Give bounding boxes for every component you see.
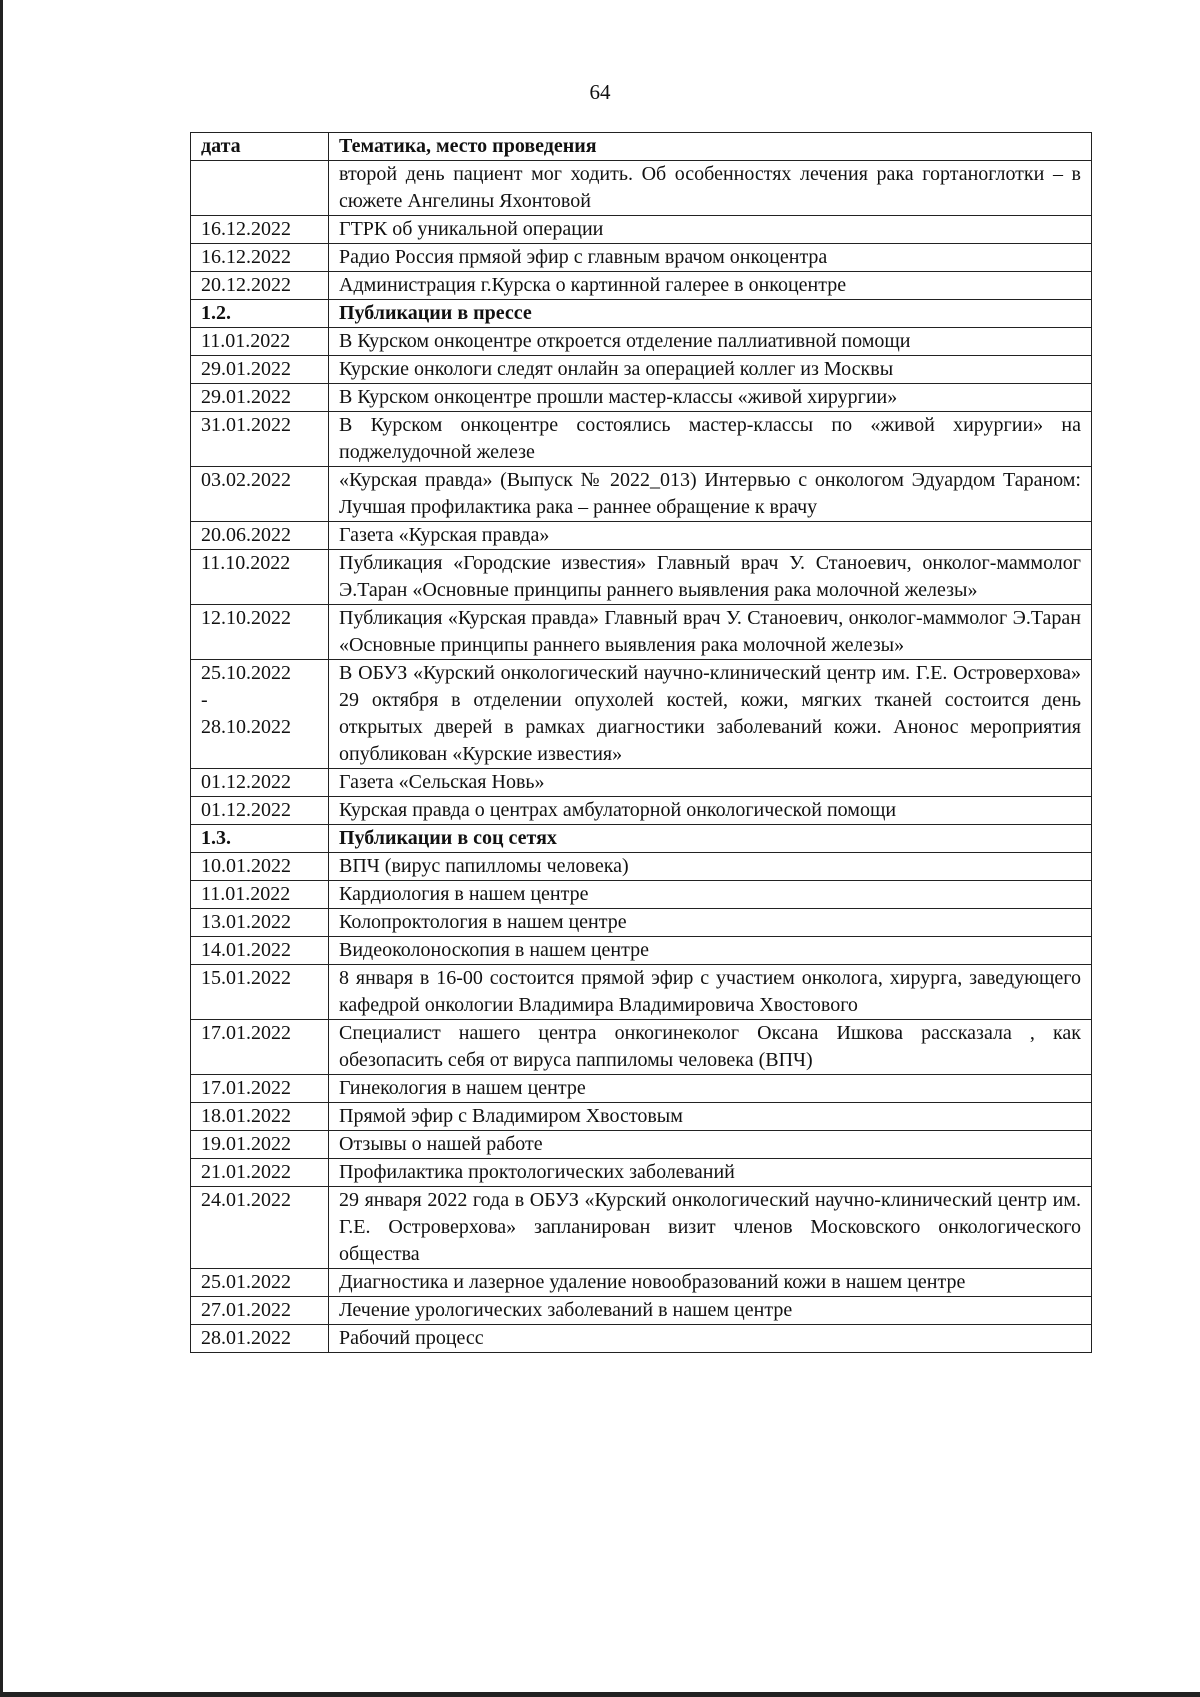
row-date: [191, 909, 329, 937]
table-row: [191, 660, 1092, 769]
row-date: [191, 1020, 329, 1075]
date-value: 21.01.2022: [201, 1161, 291, 1183]
table-row: [191, 1020, 1092, 1075]
page-number: 64: [589, 80, 611, 104]
section-row: [191, 825, 1092, 853]
table-row: [191, 769, 1092, 797]
date-value: 24.01.2022: [201, 1189, 291, 1211]
date-value: 15.01.2022: [201, 967, 291, 989]
table-row: [191, 1103, 1092, 1131]
date-value: 01.12.2022: [201, 799, 291, 821]
row-date: [191, 1131, 329, 1159]
row-date: [191, 1159, 329, 1187]
row-topic: Диагностика и лазерное удаление новообразований кожи в нашем центре: [329, 1269, 1092, 1297]
row-date: [191, 550, 329, 605]
section-title: Публикации в соц сетях: [329, 825, 1092, 853]
row-date: [191, 1269, 329, 1297]
header-date: дата: [191, 133, 329, 161]
row-topic: Кардиология в нашем центре: [329, 881, 1092, 909]
events-table-body: [191, 133, 1092, 1353]
row-date: [191, 769, 329, 797]
row-date: [191, 244, 329, 272]
row-date: [191, 216, 329, 244]
table-row: [191, 1325, 1092, 1353]
date-value: 25.10.2022: [201, 662, 291, 684]
row-topic: В Курском онкоцентре прошли мастер-классы «живой хирургии»: [329, 384, 1092, 412]
row-date: [191, 328, 329, 356]
scan-edge-left: [0, 0, 3, 1697]
row-date: [191, 937, 329, 965]
table-row: [191, 522, 1092, 550]
table-header-row: [191, 133, 1092, 161]
table-row: [191, 881, 1092, 909]
date-value: 13.01.2022: [201, 911, 291, 933]
events-table: [190, 132, 1092, 1353]
row-date: [191, 1187, 329, 1269]
date-value: 03.02.2022: [201, 469, 291, 491]
table-row: [191, 328, 1092, 356]
row-topic: Администрация г.Курска о картинной галерее в онкоцентре: [329, 272, 1092, 300]
section-row: [191, 300, 1092, 328]
date-value: 19.01.2022: [201, 1133, 291, 1155]
section-number: [191, 300, 329, 328]
row-date: [191, 1075, 329, 1103]
section-title: Публикации в прессе: [329, 300, 1092, 328]
date-value: 11.01.2022: [201, 883, 291, 905]
row-topic: ВПЧ (вирус папилломы человека): [329, 853, 1092, 881]
row-date: [191, 1325, 329, 1353]
date-value: 16.12.2022: [201, 246, 291, 268]
table-row: [191, 1131, 1092, 1159]
date-value: 18.01.2022: [201, 1105, 291, 1127]
table-row: [191, 853, 1092, 881]
section-number: [191, 825, 329, 853]
table-row: [191, 272, 1092, 300]
row-topic: Публикация «Городские известия» Главный врач У. Станоевич, онколог-маммолог Э.Таран «Основные принципы раннего выявления рака молочной железы»: [329, 550, 1092, 605]
row-topic: Колопроктология в нашем центре: [329, 909, 1092, 937]
date-value: 16.12.2022: [201, 218, 291, 240]
table-row: [191, 161, 1092, 216]
row-topic: Рабочий процесс: [329, 1325, 1092, 1353]
row-topic: Прямой эфир с Владимиром Хвостовым: [329, 1103, 1092, 1131]
row-topic: Курские онкологи следят онлайн за операцией коллег из Москвы: [329, 356, 1092, 384]
date-value: 01.12.2022: [201, 771, 291, 793]
row-topic: Публикация «Курская правда» Главный врач У. Станоевич, онколог-маммолог Э.Таран «Основные принципы раннего выявления рака молочной железы»: [329, 605, 1092, 660]
date-value: 20.06.2022: [201, 524, 291, 546]
date-value: 11.10.2022: [201, 552, 291, 574]
table-row: [191, 244, 1092, 272]
table-row: [191, 1159, 1092, 1187]
row-date: [191, 853, 329, 881]
date-value: 20.12.2022: [201, 274, 291, 296]
date-value: 17.01.2022: [201, 1022, 291, 1044]
row-topic: второй день пациент мог ходить. Об особенностях лечения рака гортаноглотки – в сюжете Ангелины Яхонтовой: [329, 161, 1092, 216]
table-row: [191, 937, 1092, 965]
row-topic: Гинекология в нашем центре: [329, 1075, 1092, 1103]
table-row: [191, 384, 1092, 412]
row-date: [191, 522, 329, 550]
date-value: 17.01.2022: [201, 1077, 291, 1099]
row-topic: В Курском онкоцентре состоялись мастер-классы по «живой хирургии» на поджелудочной железе: [329, 412, 1092, 467]
row-date: [191, 660, 329, 769]
row-date: [191, 412, 329, 467]
table-row: [191, 216, 1092, 244]
row-date: [191, 1297, 329, 1325]
date-value: 12.10.2022: [201, 607, 291, 629]
row-topic: Радио Россия прмяой эфир с главным врачом онкоцентра: [329, 244, 1092, 272]
table-row: [191, 1187, 1092, 1269]
table-row: [191, 797, 1092, 825]
date-value: 27.01.2022: [201, 1299, 291, 1321]
row-topic: 8 января в 16-00 состоится прямой эфир с участием онколога, хирурга, заведующего кафедрой онкологии Владимира Владимировича Хвостового: [329, 965, 1092, 1020]
row-topic: Газета «Сельская Новь»: [329, 769, 1092, 797]
table-row: [191, 1269, 1092, 1297]
row-date: [191, 356, 329, 384]
row-date: [191, 384, 329, 412]
row-topic: В Курском онкоцентре откроется отделение паллиативной помощи: [329, 328, 1092, 356]
date-range-separator: -: [201, 689, 208, 711]
row-date: [191, 881, 329, 909]
table-row: [191, 467, 1092, 522]
date-value: 1.2.: [201, 302, 231, 324]
row-topic: Курская правда о центрах амбулаторной онкологической помощи: [329, 797, 1092, 825]
date-value: 29.01.2022: [201, 358, 291, 380]
row-topic: Отзывы о нашей работе: [329, 1131, 1092, 1159]
row-date: [191, 605, 329, 660]
table-row: [191, 550, 1092, 605]
table-row: [191, 412, 1092, 467]
row-topic: Газета «Курская правда»: [329, 522, 1092, 550]
table-row: [191, 1297, 1092, 1325]
date-value: 10.01.2022: [201, 855, 291, 877]
date-value: 14.01.2022: [201, 939, 291, 961]
row-date: [191, 797, 329, 825]
table-row: [191, 909, 1092, 937]
table-row: [191, 965, 1092, 1020]
row-topic: Видеоколоноскопия в нашем центре: [329, 937, 1092, 965]
row-date: [191, 161, 329, 216]
row-date: [191, 965, 329, 1020]
row-topic: «Курская правда» (Выпуск № 2022_013) Интервью с онкологом Эдуардом Тараном: Лучшая профилактика рака – раннее обращение к врачу: [329, 467, 1092, 522]
row-topic: ГТРК об уникальной операции: [329, 216, 1092, 244]
row-topic: Профилактика проктологических заболеваний: [329, 1159, 1092, 1187]
row-topic: 29 января 2022 года в ОБУЗ «Курский онкологический научно-клинический центр им. Г.Е. Островерхова» запланирован визит членов Московского онкологического общества: [329, 1187, 1092, 1269]
table-row: [191, 1075, 1092, 1103]
date-range-end: 28.10.2022: [201, 716, 291, 738]
row-date: [191, 1103, 329, 1131]
date-value: 31.01.2022: [201, 414, 291, 436]
scan-edge-bottom: [0, 1692, 1200, 1697]
table-row: [191, 605, 1092, 660]
date-value: 29.01.2022: [201, 386, 291, 408]
row-date: [191, 467, 329, 522]
date-value: 1.3.: [201, 827, 231, 849]
table-row: [191, 356, 1092, 384]
row-topic: Специалист нашего центра онкогинеколог Оксана Ишкова рассказала , как обезопасить себя от вируса паппиломы человека (ВПЧ): [329, 1020, 1092, 1075]
row-date: [191, 272, 329, 300]
row-topic: Лечение урологических заболеваний в нашем центре: [329, 1297, 1092, 1325]
row-topic: В ОБУЗ «Курский онкологический научно-клинический центр им. Г.Е. Островерхова» 29 октября в отделении опухолей костей, кожи, мягких тканей состоится день открытых дверей в рамках диагностики заболеваний кожи. Анонос мероприятия опубликован «Курские известия»: [329, 660, 1092, 769]
date-value: 28.01.2022: [201, 1327, 291, 1349]
header-topic: Тематика, место проведения: [329, 133, 1092, 161]
date-value: 11.01.2022: [201, 330, 291, 352]
date-value: 25.01.2022: [201, 1271, 291, 1293]
